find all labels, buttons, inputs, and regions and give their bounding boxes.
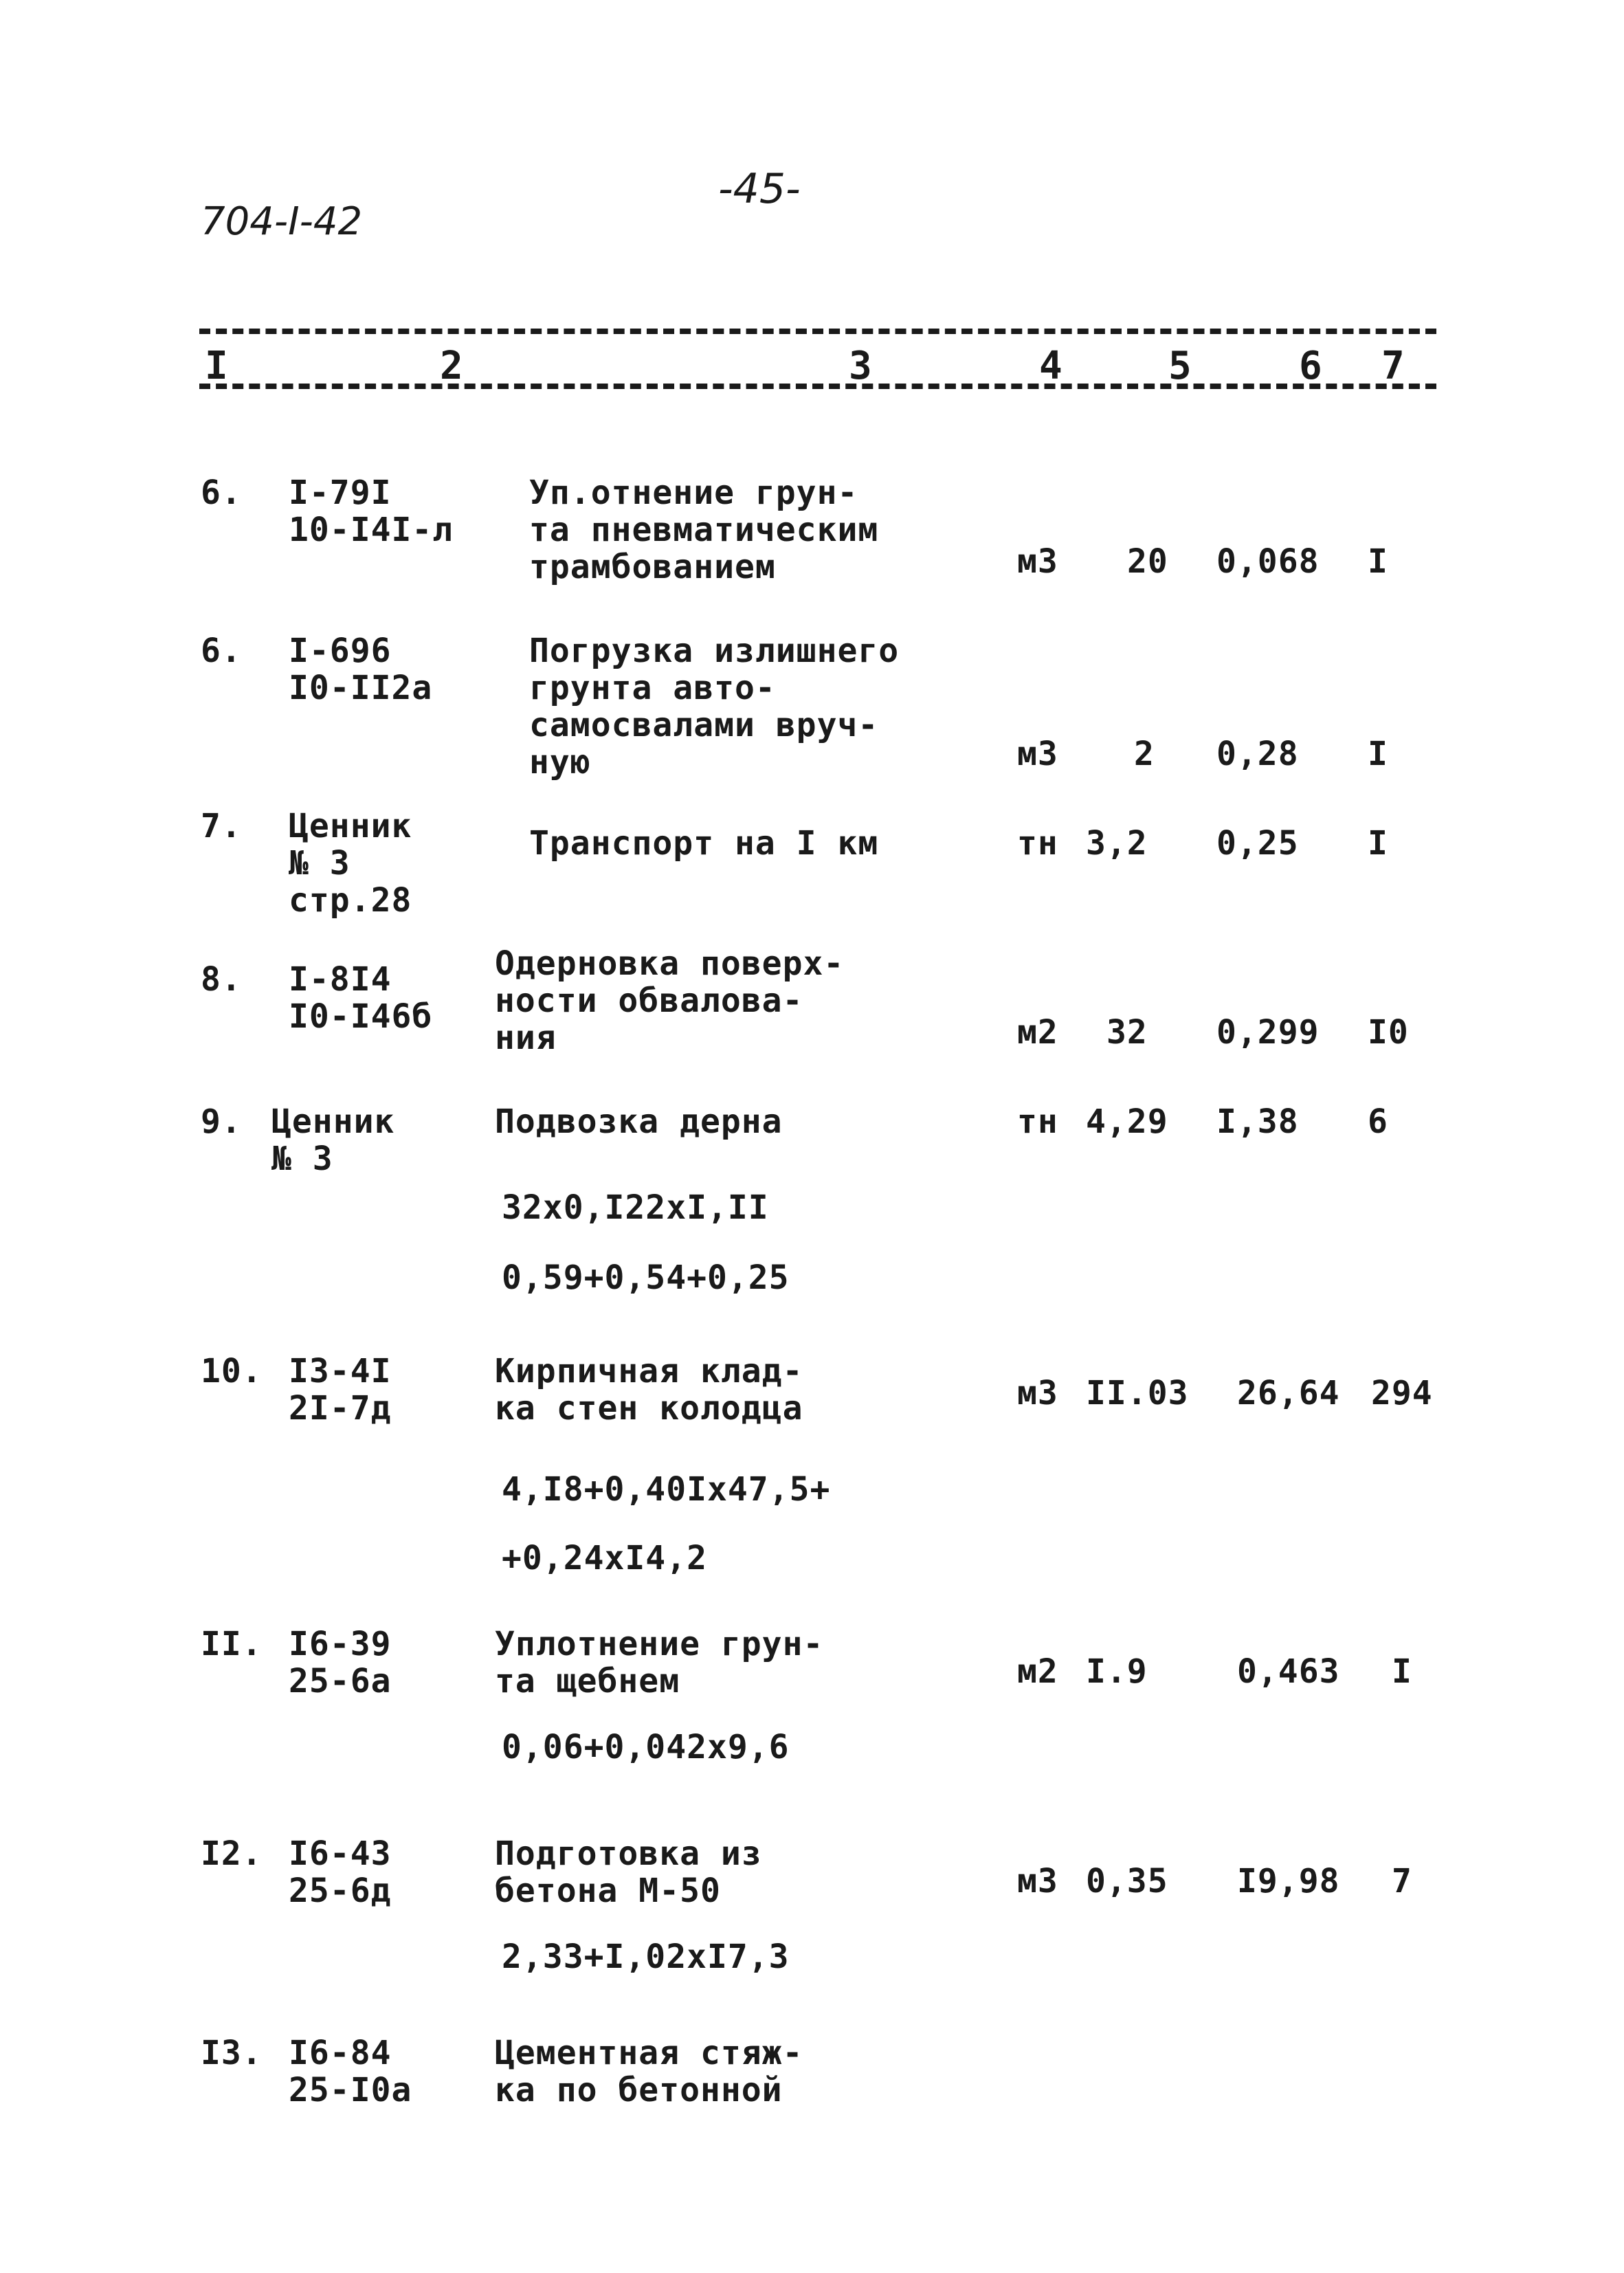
calculation-formula: 0,06+0,042x9,6 (502, 1728, 790, 1766)
quantity: 3,2 (1086, 824, 1148, 863)
work-description: Транспорт на I км (529, 824, 879, 863)
quantity: 0,35 (1086, 1862, 1168, 1900)
unit: м3 (1017, 1374, 1058, 1412)
work-description: Уплотнение грун- та щебнем (495, 1625, 824, 1700)
unit-price: I9,98 (1237, 1862, 1340, 1900)
unit: м3 (1017, 542, 1058, 581)
column-number-1: I (205, 344, 228, 388)
unit-price: 26,64 (1237, 1374, 1340, 1412)
page-number: -45- (718, 165, 801, 213)
work-description: Подвозка дерна (495, 1102, 783, 1141)
unit: тн (1017, 1102, 1058, 1141)
column-number-4: 4 (1039, 344, 1063, 388)
column-number-6: 6 (1299, 344, 1322, 388)
work-description: Уп.отнение грун- та пневматическим трамбованием (529, 474, 879, 586)
quantity: 32 (1106, 1013, 1148, 1052)
calculation-formula: 32x0,I22xI,II (502, 1188, 769, 1227)
unit-price: 0,28 (1216, 735, 1299, 773)
total: I (1368, 542, 1388, 581)
work-description: Погрузка излишнего грунта авто- самосвалами вруч- ную (529, 632, 900, 781)
quantity: 2 (1134, 735, 1155, 773)
calculation-formula: 0,59+0,54+0,25 (502, 1259, 790, 1297)
calculation-formula: +0,24xI4,2 (502, 1539, 707, 1577)
calculation-formula: 2,33+I,02xI7,3 (502, 1938, 790, 1976)
work-description: Подготовка из бетона М-50 (495, 1834, 762, 1910)
norm-code: I6-43 25-6д (289, 1834, 392, 1910)
total: I (1368, 824, 1388, 863)
total: 7 (1392, 1862, 1412, 1900)
unit-price: 0,068 (1216, 542, 1320, 581)
norm-code: I6-84 25-I0а (289, 2034, 412, 2109)
header-rule-bottom (199, 384, 1436, 389)
row-number: II. (201, 1625, 263, 1663)
norm-code: I-79I 10-I4I-л (289, 474, 454, 549)
unit: м2 (1017, 1013, 1058, 1052)
row-number: I3. (201, 2034, 263, 2072)
unit-price: 0,463 (1237, 1652, 1340, 1691)
quantity: 20 (1127, 542, 1168, 581)
column-number-5: 5 (1168, 344, 1192, 388)
work-description: Цементная стяж- ка по бетонной (495, 2034, 803, 2109)
norm-code: I-696 I0-II2а (289, 632, 433, 707)
norm-code: Ценник № 3 стр.28 (289, 807, 412, 920)
unit-price: 0,25 (1216, 824, 1299, 863)
total: I (1368, 735, 1388, 773)
norm-code: I6-39 25-6а (289, 1625, 392, 1700)
unit: тн (1017, 824, 1058, 863)
header-rule-top (199, 329, 1436, 334)
norm-code: I-8I4 I0-I46б (289, 960, 433, 1036)
row-number: 7. (201, 807, 242, 845)
unit: м2 (1017, 1652, 1058, 1691)
unit-price: 0,299 (1216, 1013, 1320, 1052)
quantity: I.9 (1086, 1652, 1148, 1691)
document-code: 704-I-42 (201, 199, 363, 244)
unit: м3 (1017, 735, 1058, 773)
total: 6 (1368, 1102, 1388, 1141)
quantity: II.03 (1086, 1374, 1189, 1412)
row-number: 10. (201, 1352, 263, 1390)
work-description: Кирпичная клад- ка стен колодца (495, 1352, 803, 1428)
column-number-7: 7 (1381, 344, 1405, 388)
quantity: 4,29 (1086, 1102, 1168, 1141)
row-number: 6. (201, 474, 242, 512)
total: 294 (1371, 1374, 1433, 1412)
calculation-formula: 4,I8+0,40Iх47,5+ (502, 1470, 831, 1509)
row-number: 9. (201, 1102, 242, 1141)
row-number: 8. (201, 960, 242, 999)
unit-price: I,38 (1216, 1102, 1299, 1141)
row-number: 6. (201, 632, 242, 670)
column-number-2: 2 (440, 344, 463, 388)
work-description: Одерновка поверх- ности обвалова- ния (495, 944, 845, 1057)
total: I (1392, 1652, 1412, 1691)
column-number-3: 3 (849, 344, 872, 388)
total: I0 (1368, 1013, 1409, 1052)
row-number: I2. (201, 1834, 263, 1873)
unit: м3 (1017, 1862, 1058, 1900)
norm-code: Ценник № 3 (271, 1102, 395, 1178)
norm-code: I3-4I 2I-7д (289, 1352, 392, 1428)
